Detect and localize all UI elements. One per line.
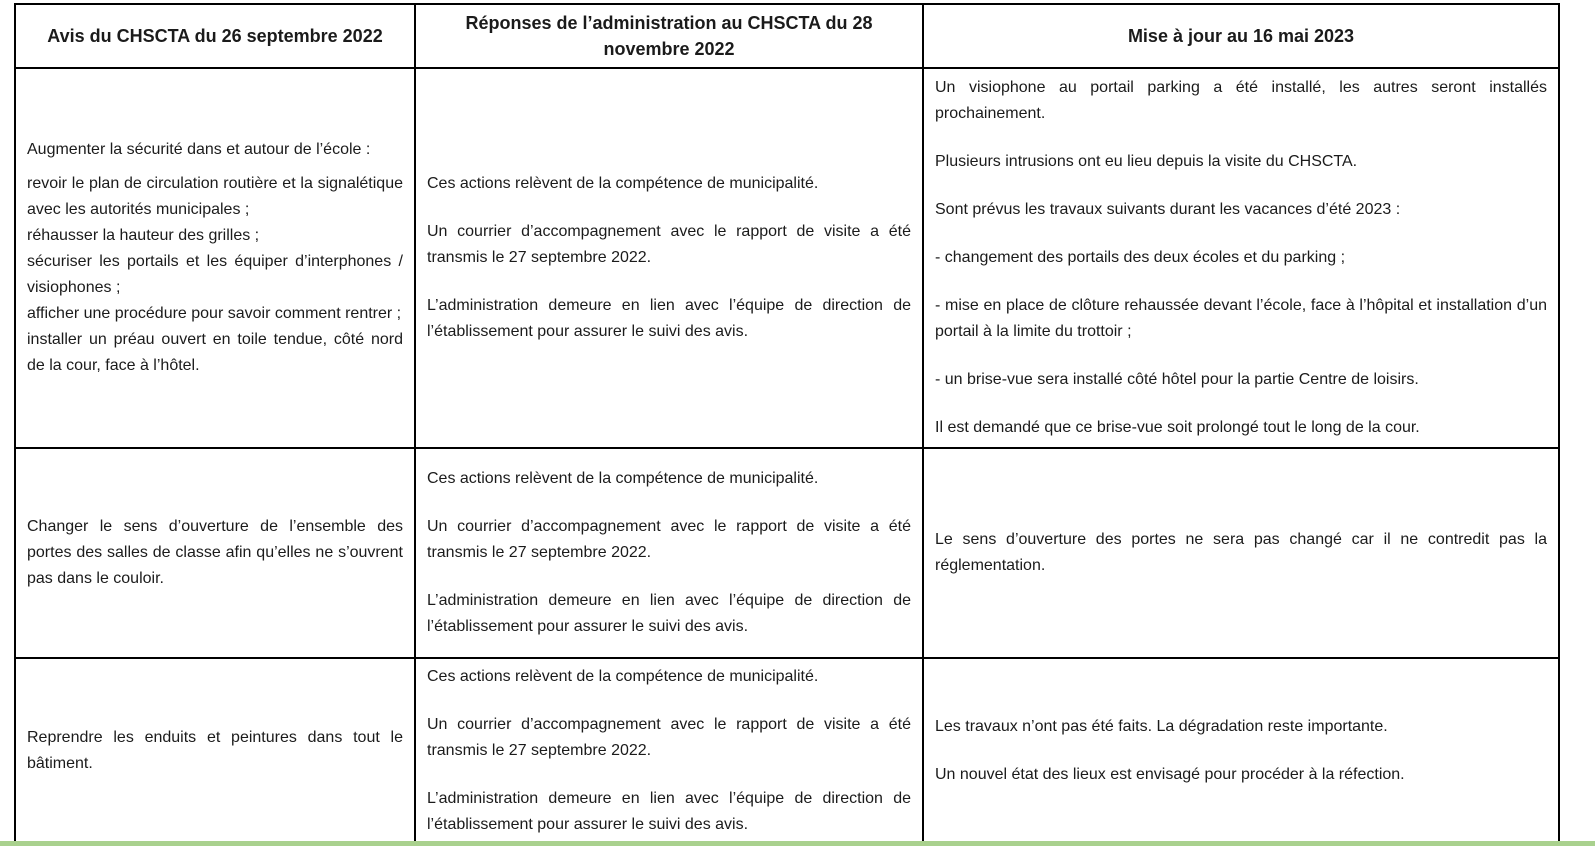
- table-row: [15, 658, 1559, 844]
- cell-reponse-administration: [415, 68, 923, 448]
- column-header-avis: Avis du CHSCTA du 26 septembre 2022: [15, 4, 415, 68]
- cell-avis-peintures: [15, 658, 415, 844]
- paragraph: Changer le sens d’ouverture de l’ensemble des portes des salles de classe afin qu’elles ne s’ouvrent pas dans le couloir.: [27, 518, 403, 587]
- cell-avis-securite: [15, 68, 415, 448]
- column-header-mise-a-jour: Mise à jour au 16 mai 2023: [923, 4, 1559, 68]
- table-row: [15, 68, 1559, 448]
- cell-mise-a-jour-portes: [923, 448, 1559, 658]
- column-header-reponses: Réponses de l’administration au CHSCTA du 28 novembre 2022: [415, 4, 923, 68]
- paragraph: Ces actions relèvent de la compétence de municipalité.: [427, 668, 819, 685]
- paragraph: Il est demandé que ce brise-vue soit prolongé tout le long de la cour.: [935, 419, 1420, 436]
- paragraph: afficher une procédure pour savoir comment rentrer ;: [27, 305, 402, 322]
- paragraph: sécuriser les portails et les équiper d’interphones / visiophones ;: [27, 253, 403, 296]
- cell-avis-portes: [15, 448, 415, 658]
- paragraph: Le sens d’ouverture des portes ne sera pas changé car il ne contredit pas la réglementation.: [935, 531, 1547, 574]
- paragraph: Un visiophone au portail parking a été installé, les autres seront installés prochainement.: [935, 79, 1547, 122]
- paragraph: revoir le plan de circulation routière et la signalétique avec les autorités municipales ;: [27, 175, 403, 218]
- paragraph: L’administration demeure en lien avec l’équipe de direction de l’établissement pour assurer le suivi des avis.: [427, 297, 911, 340]
- cell-mise-a-jour-peintures: [923, 658, 1559, 844]
- paragraph: - changement des portails des deux écoles et du parking ;: [935, 249, 1346, 266]
- cell-reponse-administration: [415, 658, 923, 844]
- green-divider-line: [0, 841, 1595, 846]
- paragraph: L’administration demeure en lien avec l’équipe de direction de l’établissement pour assurer le suivi des avis.: [427, 592, 911, 635]
- paragraph: Un courrier d’accompagnement avec le rapport de visite a été transmis le 27 septembre 2022.: [427, 223, 911, 266]
- paragraph: - mise en place de clôture rehaussée devant l’école, face à l’hôpital et installation d’un portail à la limite du trottoir ;: [935, 297, 1547, 340]
- paragraph: réhausser la hauteur des grilles ;: [27, 227, 260, 244]
- paragraph: Plusieurs intrusions ont eu lieu depuis la visite du CHSCTA.: [935, 153, 1358, 170]
- paragraph: Reprendre les enduits et peintures dans tout le bâtiment.: [27, 729, 403, 772]
- cell-reponse-administration: [415, 448, 923, 658]
- paragraph: installer un préau ouvert en toile tendue, côté nord de la cour, face à l’hôtel.: [27, 331, 403, 374]
- paragraph: L’administration demeure en lien avec l’équipe de direction de l’établissement pour assurer le suivi des avis.: [427, 790, 911, 833]
- table-row: [15, 448, 1559, 658]
- table-header-row: [15, 4, 1559, 68]
- paragraph: - un brise-vue sera installé côté hôtel pour la partie Centre de loisirs.: [935, 371, 1419, 388]
- chscta-follow-up-table: [14, 3, 1560, 845]
- paragraph: Sont prévus les travaux suivants durant les vacances d’été 2023 :: [935, 201, 1401, 218]
- paragraph: Augmenter la sécurité dans et autour de l’école :: [27, 141, 371, 158]
- paragraph: Un courrier d’accompagnement avec le rapport de visite a été transmis le 27 septembre 2022.: [427, 716, 911, 759]
- paragraph: Ces actions relèvent de la compétence de municipalité.: [427, 175, 819, 192]
- paragraph: Ces actions relèvent de la compétence de municipalité.: [427, 470, 819, 487]
- paragraph: Un courrier d’accompagnement avec le rapport de visite a été transmis le 27 septembre 2022.: [427, 518, 911, 561]
- paragraph: Les travaux n’ont pas été faits. La dégradation reste importante.: [935, 718, 1388, 735]
- paragraph: Un nouvel état des lieux est envisagé pour procéder à la réfection.: [935, 766, 1405, 783]
- cell-mise-a-jour-securite: [923, 68, 1559, 448]
